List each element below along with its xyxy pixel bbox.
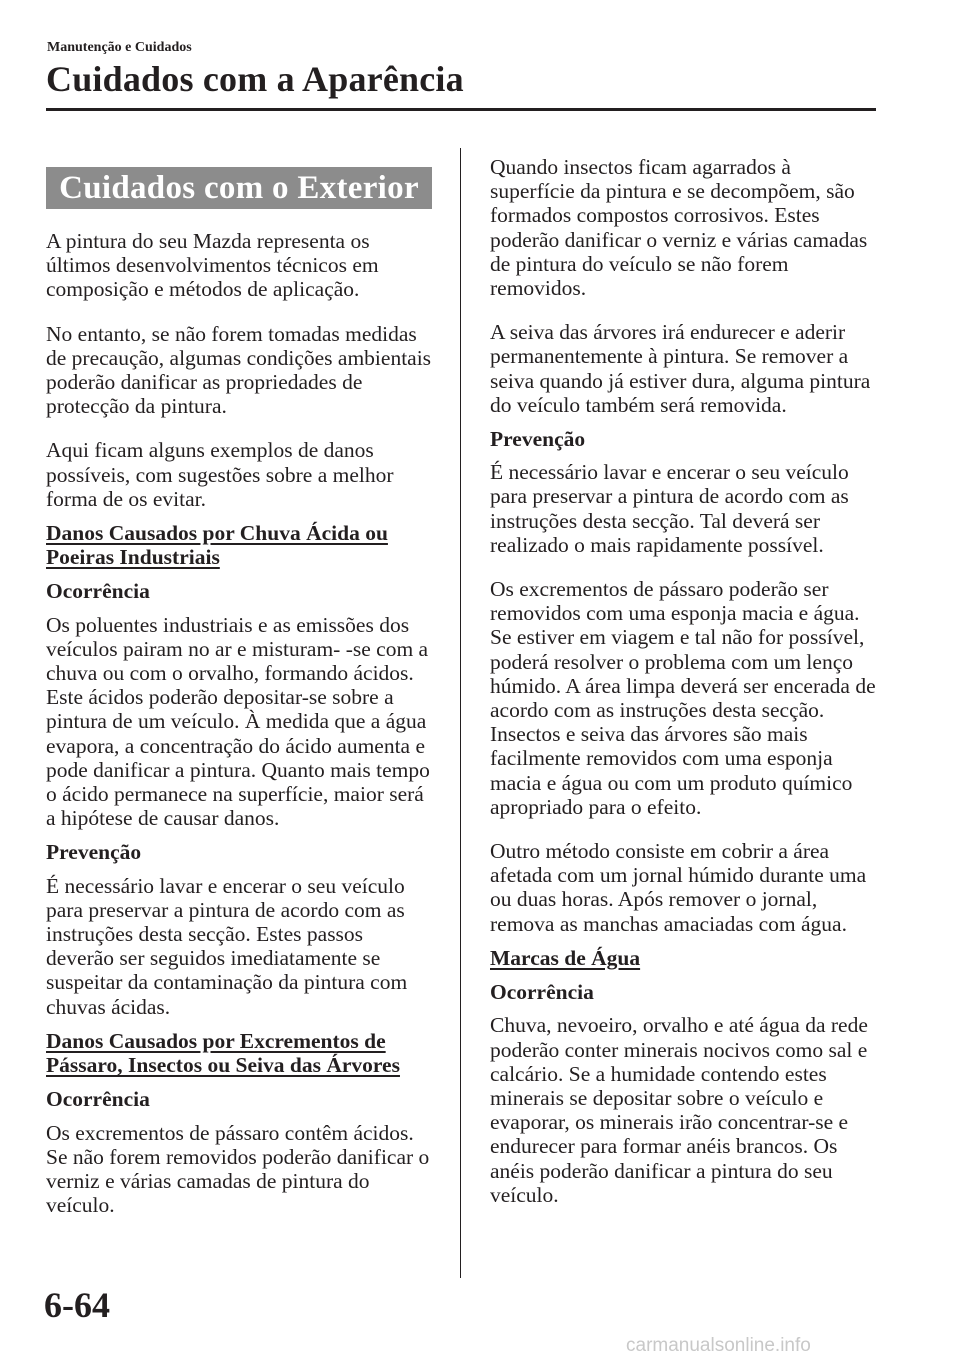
acid-occurrence-text: Os poluentes industriais e as emissões dos veículos pairam no ar e misturam- -se com a chuva ou com o orvalho, formando ácidos. Este ácidos poderão depositar-se sobre a pintura de um veículo. À medida que a água evapora, a concentração do ácido aumenta e pode danificar a pintura. Quanto mais tempo o ácido permanece na superfície, maior será a hipótese de causar danos. [46,612,430,831]
bird-droppings-heading: Danos Causados por Excrementos de Pássaro, Insectos ou Seiva das Árvores [46,1028,400,1078]
water-occurrence-text: Chuva, nevoeiro, orvalho e até água da rede poderão conter minerais nocivos como sal e calcário. Se a humidade contendo estes minerais se depositar sobre o veículo e evaporar, os minerais irão concentrar-se e endurecer para formar anéis brancos. Os anéis poderão danificar a pintura do seu veículo. [490,1013,868,1207]
prevention-paragraph: É necessário lavar e encerar o seu veículo para preservar a pintura de acordo com as instruções desta secção. Tal deverá ser realizado o mais rapidamente possível. [490,460,849,557]
acid-prevention-text: É necessário lavar e encerar o seu veículo para preservar a pintura de acordo com as instruções desta secção. Estes passos deverão ser seguidos imediatamente se suspeitar da contaminação da pintura com chuvas ácidas. [46,873,408,1019]
intro-paragraph: A pintura do seu Mazda representa os últimos desenvolvimentos técnicos em composição e métodos de aplicação. [46,229,379,302]
intro-paragraph: Aqui ficam alguns exemplos de danos possíveis, com sugestões sobre a melhor forma de os evitar. [46,438,394,511]
page-title: Cuidados com a Aparência [46,59,464,99]
birds-occurrence-continued: Quando insectos ficam agarrados à superfície da pintura e se decompõem, são formados compostos corrosivos. Estes poderão danificar o verniz e várias camadas de pintura do veículo se não forem removidos. [490,155,868,301]
prevention-label: Prevenção [46,840,142,865]
acid-rain-heading: Danos Causados por Chuva Ácida ou Poeiras Industriais [46,521,388,570]
occurrence-label: Ocorrência [46,1087,150,1112]
prevention-paragraph: Os excrementos de pássaro poderão ser removidos com uma esponja macia e água. Se estiver em viagem e tal não for possível, poderá resolver o problema com um lenço húmido. A área limpa deverá ser encerada de acordo com as instruções desta secção. [490,577,876,723]
section-banner: Cuidados com o Exterior [46,167,432,209]
occurrence-label: Ocorrência [46,579,150,604]
left-column [46,167,432,1217]
column-divider [460,148,461,1278]
right-column [490,155,880,1207]
tree-sap-paragraph: A seiva das árvores irá endurecer e aderir permanentemente à pintura. Se remover a seiva quando já estiver dura, alguma pintura do veículo também será removida. [490,320,871,417]
prevention-paragraph: Outro método consiste em cobrir a área afetada com um jornal húmido durante uma ou duas horas. Após remover o jornal, remova as manchas amaciadas com água. [490,839,867,936]
birds-occurrence-text: Os excrementos de pássaro contêm ácidos. Se não forem removidos poderão danificar o verniz e várias camadas de pintura do veículo. [46,1120,430,1218]
prevention-label: Prevenção [490,427,586,452]
page-number: 6-64 [44,1285,110,1325]
occurrence-label: Ocorrência [490,980,594,1005]
prevention-paragraph: Insectos e seiva das árvores são mais facilmente removidos com uma esponja macia e água ou com um produto químico apropriado para o efeito. [490,722,853,819]
intro-paragraph: No entanto, se não forem tomadas medidas de precaução, algumas condições ambientais poderão danificar as propriedades de protecção da pintura. [46,321,432,419]
watermark: carmanualsonline.info [626,1335,811,1356]
header-divider [46,108,876,111]
section-label: Manutenção e Cuidados [47,40,192,55]
water-marks-heading: Marcas de Água [490,945,641,970]
